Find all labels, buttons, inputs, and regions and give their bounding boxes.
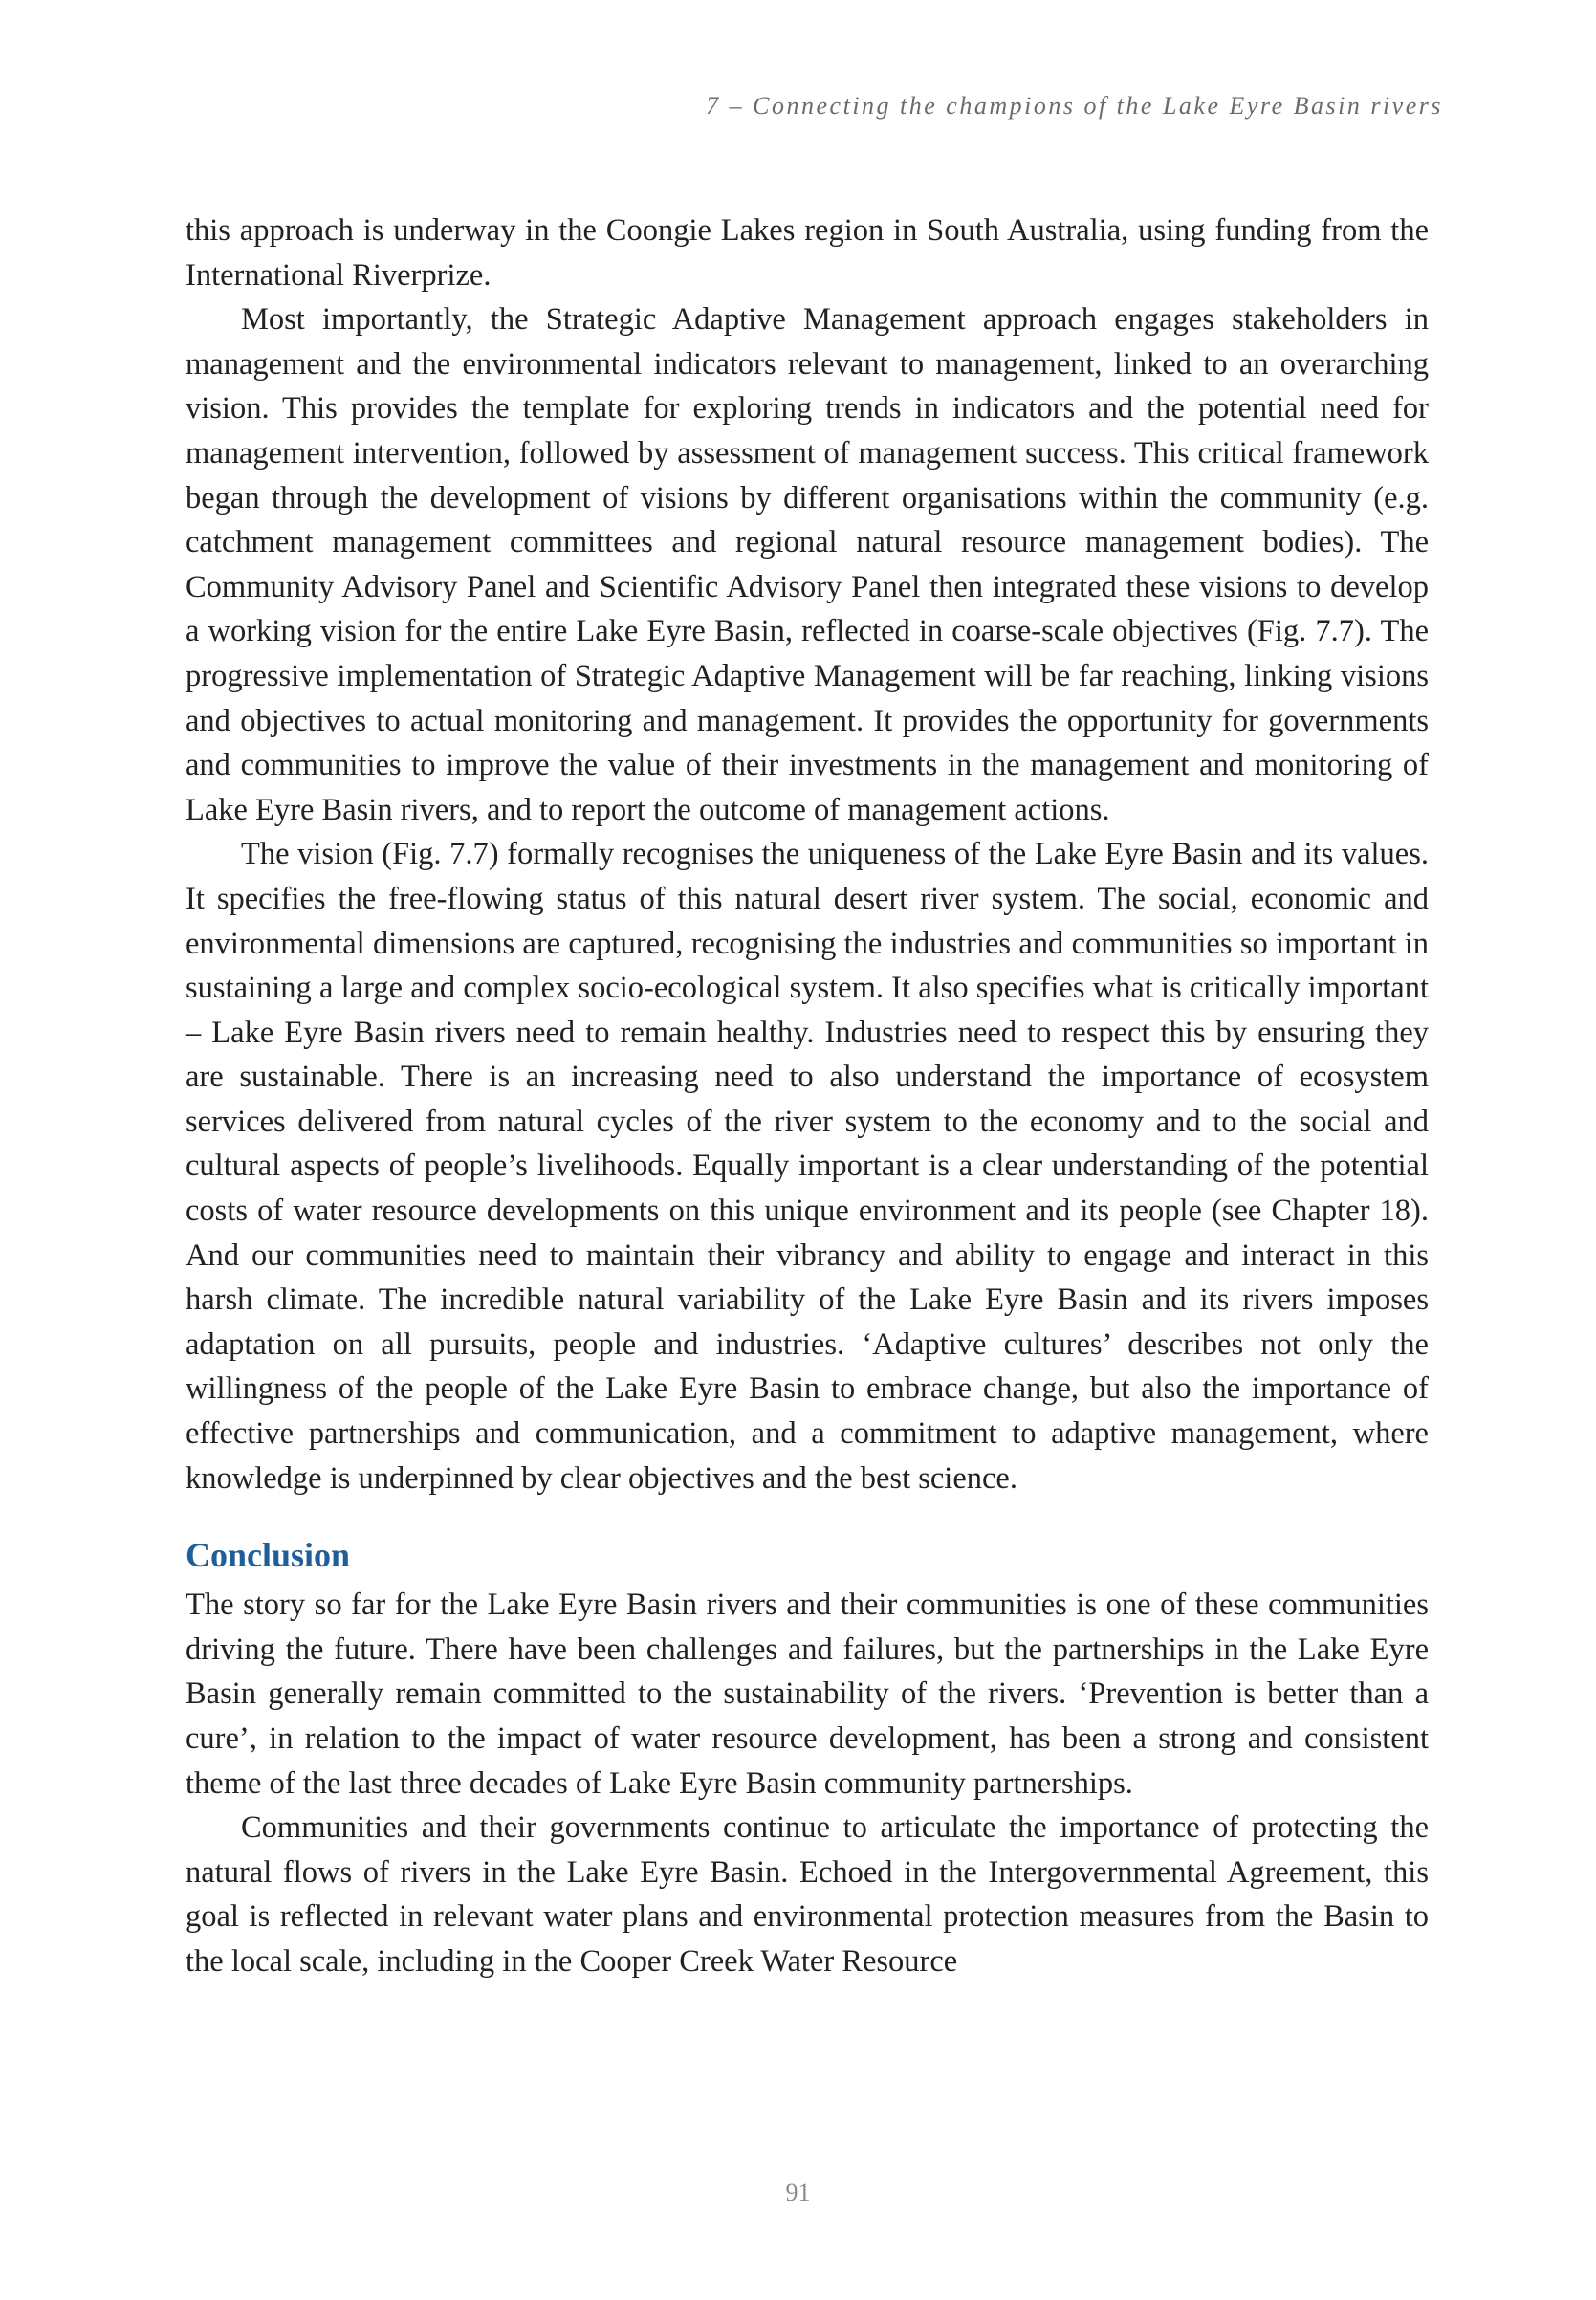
paragraph-conclusion-natural-flows: Communities and their governments continue to articulate the importance of protecting the natural flows of rivers in the Lake Eyre Basin. Echoed in the Intergovernmental Agreement, this goal is reflected in relevant water plans and environmental protection measures from the Basin to the local scale, including in the Cooper Creek Water Resource [186,1810,1429,1979]
paragraph-continued: this approach is underway in the Coongie Lakes region in South Australia, using funding from the International Riverprize. [186,213,1429,293]
paragraph-vision: The vision (Fig. 7.7) formally recognises the uniqueness of the Lake Eyre Basin and its values. It specifies the free-flowing status of this natural desert river system. The social, economic and environmental dimensions are captured, recognising the industries and communities so important in sustaining a large and complex socio-ecological system. It also specifies what is critically important – Lake Eyre Basin rivers need to remain healthy. Industries need to respect this by ensuring they are sustainable. There is an increasing need to also understand the importance of ecosystem services delivered from natural cycles of the river system to the economy and to the social and cultural aspects of people’s livelihoods. Equally important is a clear understanding of the potential costs of water resource developments on this unique environment and its people (see Chapter 18). And our communities need to maintain their vibrancy and ability to engage and interact in this harsh climate. The incredible natural variability of the Lake Eyre Basin and its rivers imposes adaptation on all pursuits, people and industries. ‘Adaptive cultures’ describes not only the willingness of the people of the Lake Eyre Basin to embrace change, but also the importance of effective partnerships and communication, and a commitment to adaptive management, where knowledge is underpinned by clear objectives and the best science. [186,837,1429,1496]
paragraph-conclusion-story: The story so far for the Lake Eyre Basin rivers and their communities is one of these communities driving the future. There have been challenges and failures, but the partnerships in the Lake Eyre Basin generally remain committed to the sustainability of the rivers. ‘Prevention is better than a cure’, in relation to the impact of water resource development, has been a strong and consistent theme of the last three decades of Lake Eyre Basin community partnerships. [186,1588,1429,1801]
page-content [186,208,1429,1984]
running-header: 7 – Connecting the champions of the Lake Eyre Basin rivers [706,92,1443,120]
section-heading-conclusion: Conclusion [186,1536,351,1575]
paragraph-strategic-adaptive-management: Most importantly, the Strategic Adaptive Management approach engages stakeholders in management and the environmental indicators relevant to management, linked to an overarching vision. This provides the template for exploring trends in indicators and the potential need for management intervention, followed by assessment of management success. This critical framework began through the development of visions by different organisations within the community (e.g. catchment management committees and regional natural resource management bodies). The Community Advisory Panel and Scientific Advisory Panel then integrated these visions to develop a working vision for the entire Lake Eyre Basin, reflected in coarse-scale objectives (Fig. 7.7). The progressive implementation of Strategic Adaptive Management will be far reaching, linking visions and objectives to actual monitoring and management. It provides the opportunity for governments and communities to improve the value of their investments in the management and monitoring of Lake Eyre Basin rivers, and to report the outcome of management actions. [186,302,1429,827]
page-number: 91 [785,2179,811,2206]
